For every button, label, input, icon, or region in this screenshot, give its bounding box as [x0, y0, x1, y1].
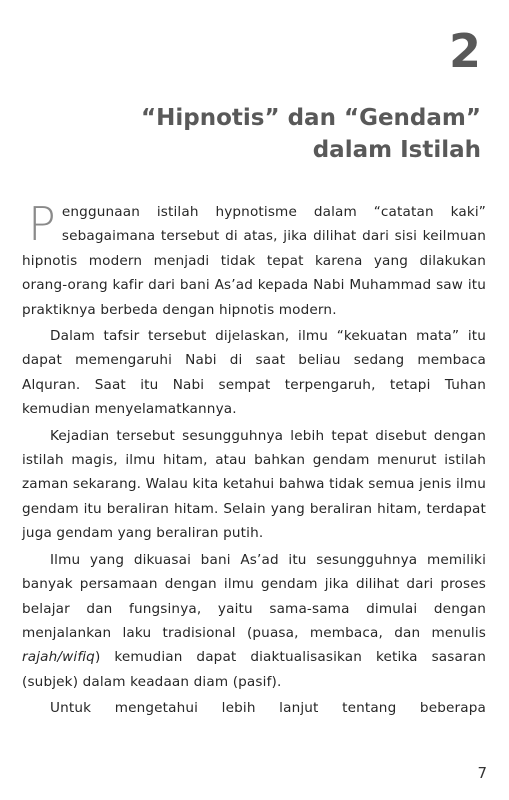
paragraph-4	[22, 548, 486, 694]
chapter-title	[61, 102, 481, 166]
chapter-title-line-2: dalam Istilah	[312, 137, 481, 163]
paragraph-1	[22, 197, 486, 322]
paragraph-1-text: enggunaan istilah hypnotisme dalam “catatan kaki” sebagaimana tersebut di atas, jika dilihat dari sisi keilmuan hipnotis modern menjadi tidak tepat karena yang dilakukan orang-orang kafir dari bani As’ad kepada Nabi Muhammad saw itu praktiknya berbeda dengan hipnotis modern.	[22, 204, 486, 318]
paragraph-4-text-b: ) kemudian dapat diaktualisasikan ketika sasaran (subjek) dalam keadaan diam (pasif).	[22, 649, 486, 690]
paragraph-4-italic: rajah/wifiq	[22, 649, 95, 666]
paragraph-5: Untuk mengetahui lebih lanjut tentang beberapa	[50, 700, 486, 717]
body-text	[22, 197, 486, 721]
chapter-title-line-1: “Hipnotis” dan “Gendam”	[141, 105, 481, 131]
paragraph-4-text-a: Ilmu yang dikuasai bani As’ad itu sesungguhnya memiliki banyak persamaan dengan ilmu gendam jika dilihat dari proses belajar dan fungsinya, yaitu sama-sama dimulai dengan menjalankan laku tradisional (puasa, membaca, dan menulis	[22, 551, 486, 641]
page-number: 7	[477, 764, 487, 782]
drop-cap: P	[28, 197, 56, 251]
paragraph-3: Kejadian tersebut sesungguhnya lebih tepat disebut dengan istilah magis, ilmu hitam, atau bahkan gendam menurut istilah zaman sekarang. Walau kita ketahui bahwa tidak semua jenis ilmu gendam itu beraliran hitam. Selain yang beraliran hitam, terdapat juga gendam yang beraliran putih.	[22, 427, 486, 542]
chapter-number: 2	[448, 24, 481, 78]
paragraph-2: Dalam tafsir tersebut dijelaskan, ilmu “kekuatan mata” itu dapat memengaruhi Nabi di saat beliau sedang membaca Alquran. Saat itu Nabi sempat terpengaruh, tetapi Tuhan kemudian menyelamatkannya.	[22, 328, 486, 418]
